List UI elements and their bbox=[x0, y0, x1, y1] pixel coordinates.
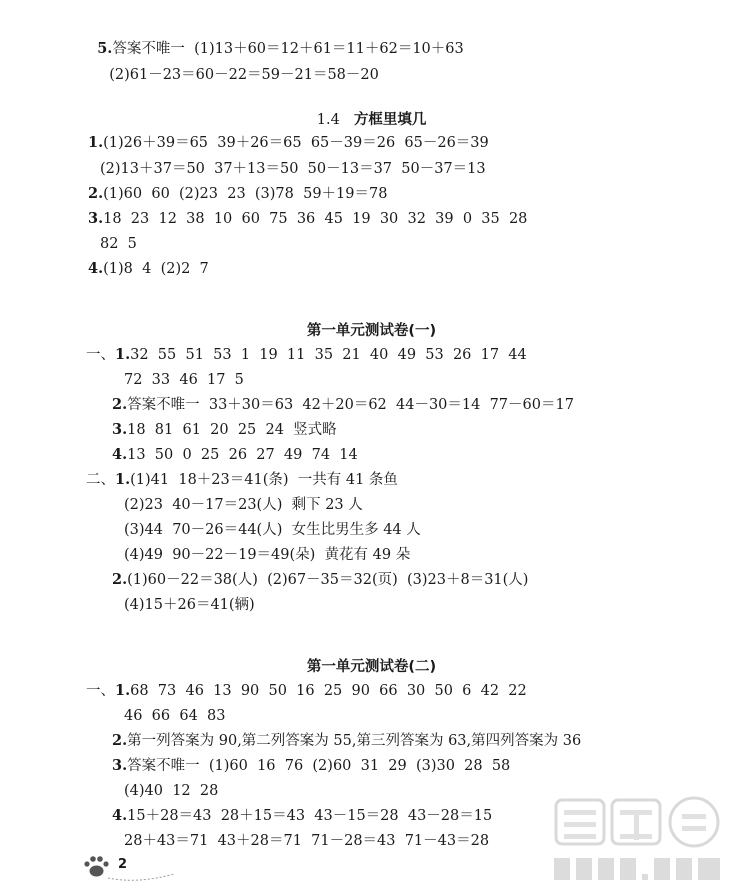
item-number: 4. bbox=[112, 807, 128, 824]
answer-text: (1)26＋39＝65 39＋26＝65 65－39＝26 65－26＝39 bbox=[103, 135, 489, 151]
answer-4 bbox=[88, 260, 209, 278]
answer-5-line-2 bbox=[100, 48, 379, 84]
answer-text: (1)60－22＝38(人) (2)67－35＝32(页) (3)23＋8＝31(人) bbox=[127, 572, 529, 588]
answer-text: (2)23 40－17＝23(人) 剩下 23 人 bbox=[124, 497, 363, 513]
item-number: 1. bbox=[115, 346, 131, 363]
answer-text: 13 50 0 25 26 27 49 74 14 bbox=[127, 447, 358, 463]
answer-text: 68 73 46 13 90 50 16 25 90 66 30 50 6 42 22 bbox=[130, 683, 527, 699]
section-title: 方框里填几 bbox=[353, 112, 427, 128]
answer-text: 15＋28＝43 28＋15＝43 43－15＝28 43－28＝15 bbox=[127, 808, 493, 824]
test2-part1-item4-line2 bbox=[124, 832, 489, 850]
answer-text: (4)15＋26＝41(辆) bbox=[124, 597, 255, 613]
answer-text: 答案不唯一 (1)13＋60＝12＋61＝11＋62＝10＋63 bbox=[112, 41, 464, 57]
section-title: 第一单元测试卷(二) bbox=[306, 659, 437, 675]
answer-1-line-1 bbox=[88, 134, 489, 152]
answer-text: 46 66 64 83 bbox=[124, 708, 226, 724]
watermark-logo bbox=[548, 790, 733, 890]
test1-part1-item3 bbox=[112, 421, 337, 439]
section-number: 1.4 bbox=[316, 112, 340, 128]
item-number: 4. bbox=[112, 446, 128, 463]
item-number: 3. bbox=[112, 757, 128, 774]
item-number: 1. bbox=[115, 682, 131, 699]
answer-text: 答案不唯一 (1)60 16 76 (2)60 31 29 (3)30 28 58 bbox=[127, 758, 511, 774]
part-label: 二、 bbox=[86, 472, 115, 488]
answer-text: 28＋43＝71 43＋28＝71 71－28＝43 71－43＝28 bbox=[124, 833, 490, 849]
answer-text: 18 23 12 38 10 60 75 36 45 19 30 32 39 0 35 28 bbox=[103, 211, 528, 227]
test1-part2-item1-line1 bbox=[86, 471, 398, 489]
item-number: 2. bbox=[112, 396, 128, 413]
test1-part1-item2 bbox=[112, 396, 574, 414]
part-label: 一、 bbox=[86, 347, 115, 363]
answer-text: 72 33 46 17 5 bbox=[124, 372, 244, 388]
item-number: 5. bbox=[97, 40, 113, 57]
test1-part2-item1-line4 bbox=[124, 546, 410, 564]
answer-text: (1)41 18＋23＝41(条) 一共有 41 条鱼 bbox=[130, 472, 398, 488]
test1-part1-item1-line1 bbox=[86, 346, 527, 364]
answer-3-line-1 bbox=[88, 210, 527, 228]
item-number: 3. bbox=[112, 421, 128, 438]
test1-part2-item2-line1 bbox=[112, 571, 528, 589]
answer-3-line-2 bbox=[100, 235, 137, 253]
answer-text: (1)8 4 (2)2 7 bbox=[103, 261, 209, 277]
answer-text: 32 55 51 53 1 19 11 35 21 40 49 53 26 17 44 bbox=[130, 347, 527, 363]
test1-part2-item2-line2 bbox=[124, 596, 255, 614]
answer-2 bbox=[88, 185, 387, 203]
answer-text: 18 81 61 20 25 24 竖式略 bbox=[127, 422, 337, 438]
test1-part1-item1-line2 bbox=[124, 371, 244, 389]
answer-text: (4)49 90－22－19＝49(朵) 黄花有 49 朵 bbox=[124, 547, 411, 563]
item-number: 4. bbox=[88, 260, 104, 277]
answer-text: 第一列答案为 90,第二列答案为 55,第三列答案为 63,第四列答案为 36 bbox=[127, 733, 582, 749]
test1-part1-item4 bbox=[112, 446, 358, 464]
answer-text: (1)60 60 (2)23 23 (3)78 59＋19＝78 bbox=[103, 186, 388, 202]
answer-text: 82 5 bbox=[100, 236, 137, 252]
item-number: 3. bbox=[88, 210, 104, 227]
item-number: 2. bbox=[88, 185, 104, 202]
section-title: 第一单元测试卷(一) bbox=[306, 323, 437, 339]
item-number: 2. bbox=[112, 732, 128, 749]
test2-part1-item3-line2 bbox=[124, 782, 218, 800]
answer-text: (3)44 70－26＝44(人) 女生比男生多 44 人 bbox=[124, 522, 421, 538]
answer-text: (2)13＋37＝50 37＋13＝50 50－13＝37 50－37＝13 bbox=[100, 161, 486, 177]
answer-1-line-2 bbox=[100, 160, 486, 178]
test2-part1-item2 bbox=[112, 732, 581, 750]
item-number: 1. bbox=[88, 134, 104, 151]
part-label: 一、 bbox=[86, 683, 115, 699]
item-number: 1. bbox=[115, 471, 131, 488]
test-heading-1 bbox=[0, 303, 733, 340]
page-number: 2 bbox=[118, 857, 128, 872]
test2-part1-item1-line1 bbox=[86, 682, 527, 700]
test2-part1-item3-line1 bbox=[112, 757, 510, 775]
test2-part1-item1-line2 bbox=[124, 707, 225, 725]
test1-part2-item1-line3 bbox=[124, 521, 421, 539]
section-heading-1-4 bbox=[0, 92, 733, 129]
paw-print-icon bbox=[78, 850, 178, 882]
test-heading-2 bbox=[0, 639, 733, 676]
answer-text: (4)40 12 28 bbox=[124, 783, 219, 799]
test1-part2-item1-line2 bbox=[124, 496, 363, 514]
test2-part1-item4-line1 bbox=[112, 807, 492, 825]
answer-text: 答案不唯一 33＋30＝63 42＋20＝62 44－30＝14 77－60＝17 bbox=[127, 397, 574, 413]
item-number: 2. bbox=[112, 571, 128, 588]
answer-text: (2)61－23＝60－22＝59－21＝58－20 bbox=[109, 67, 379, 83]
